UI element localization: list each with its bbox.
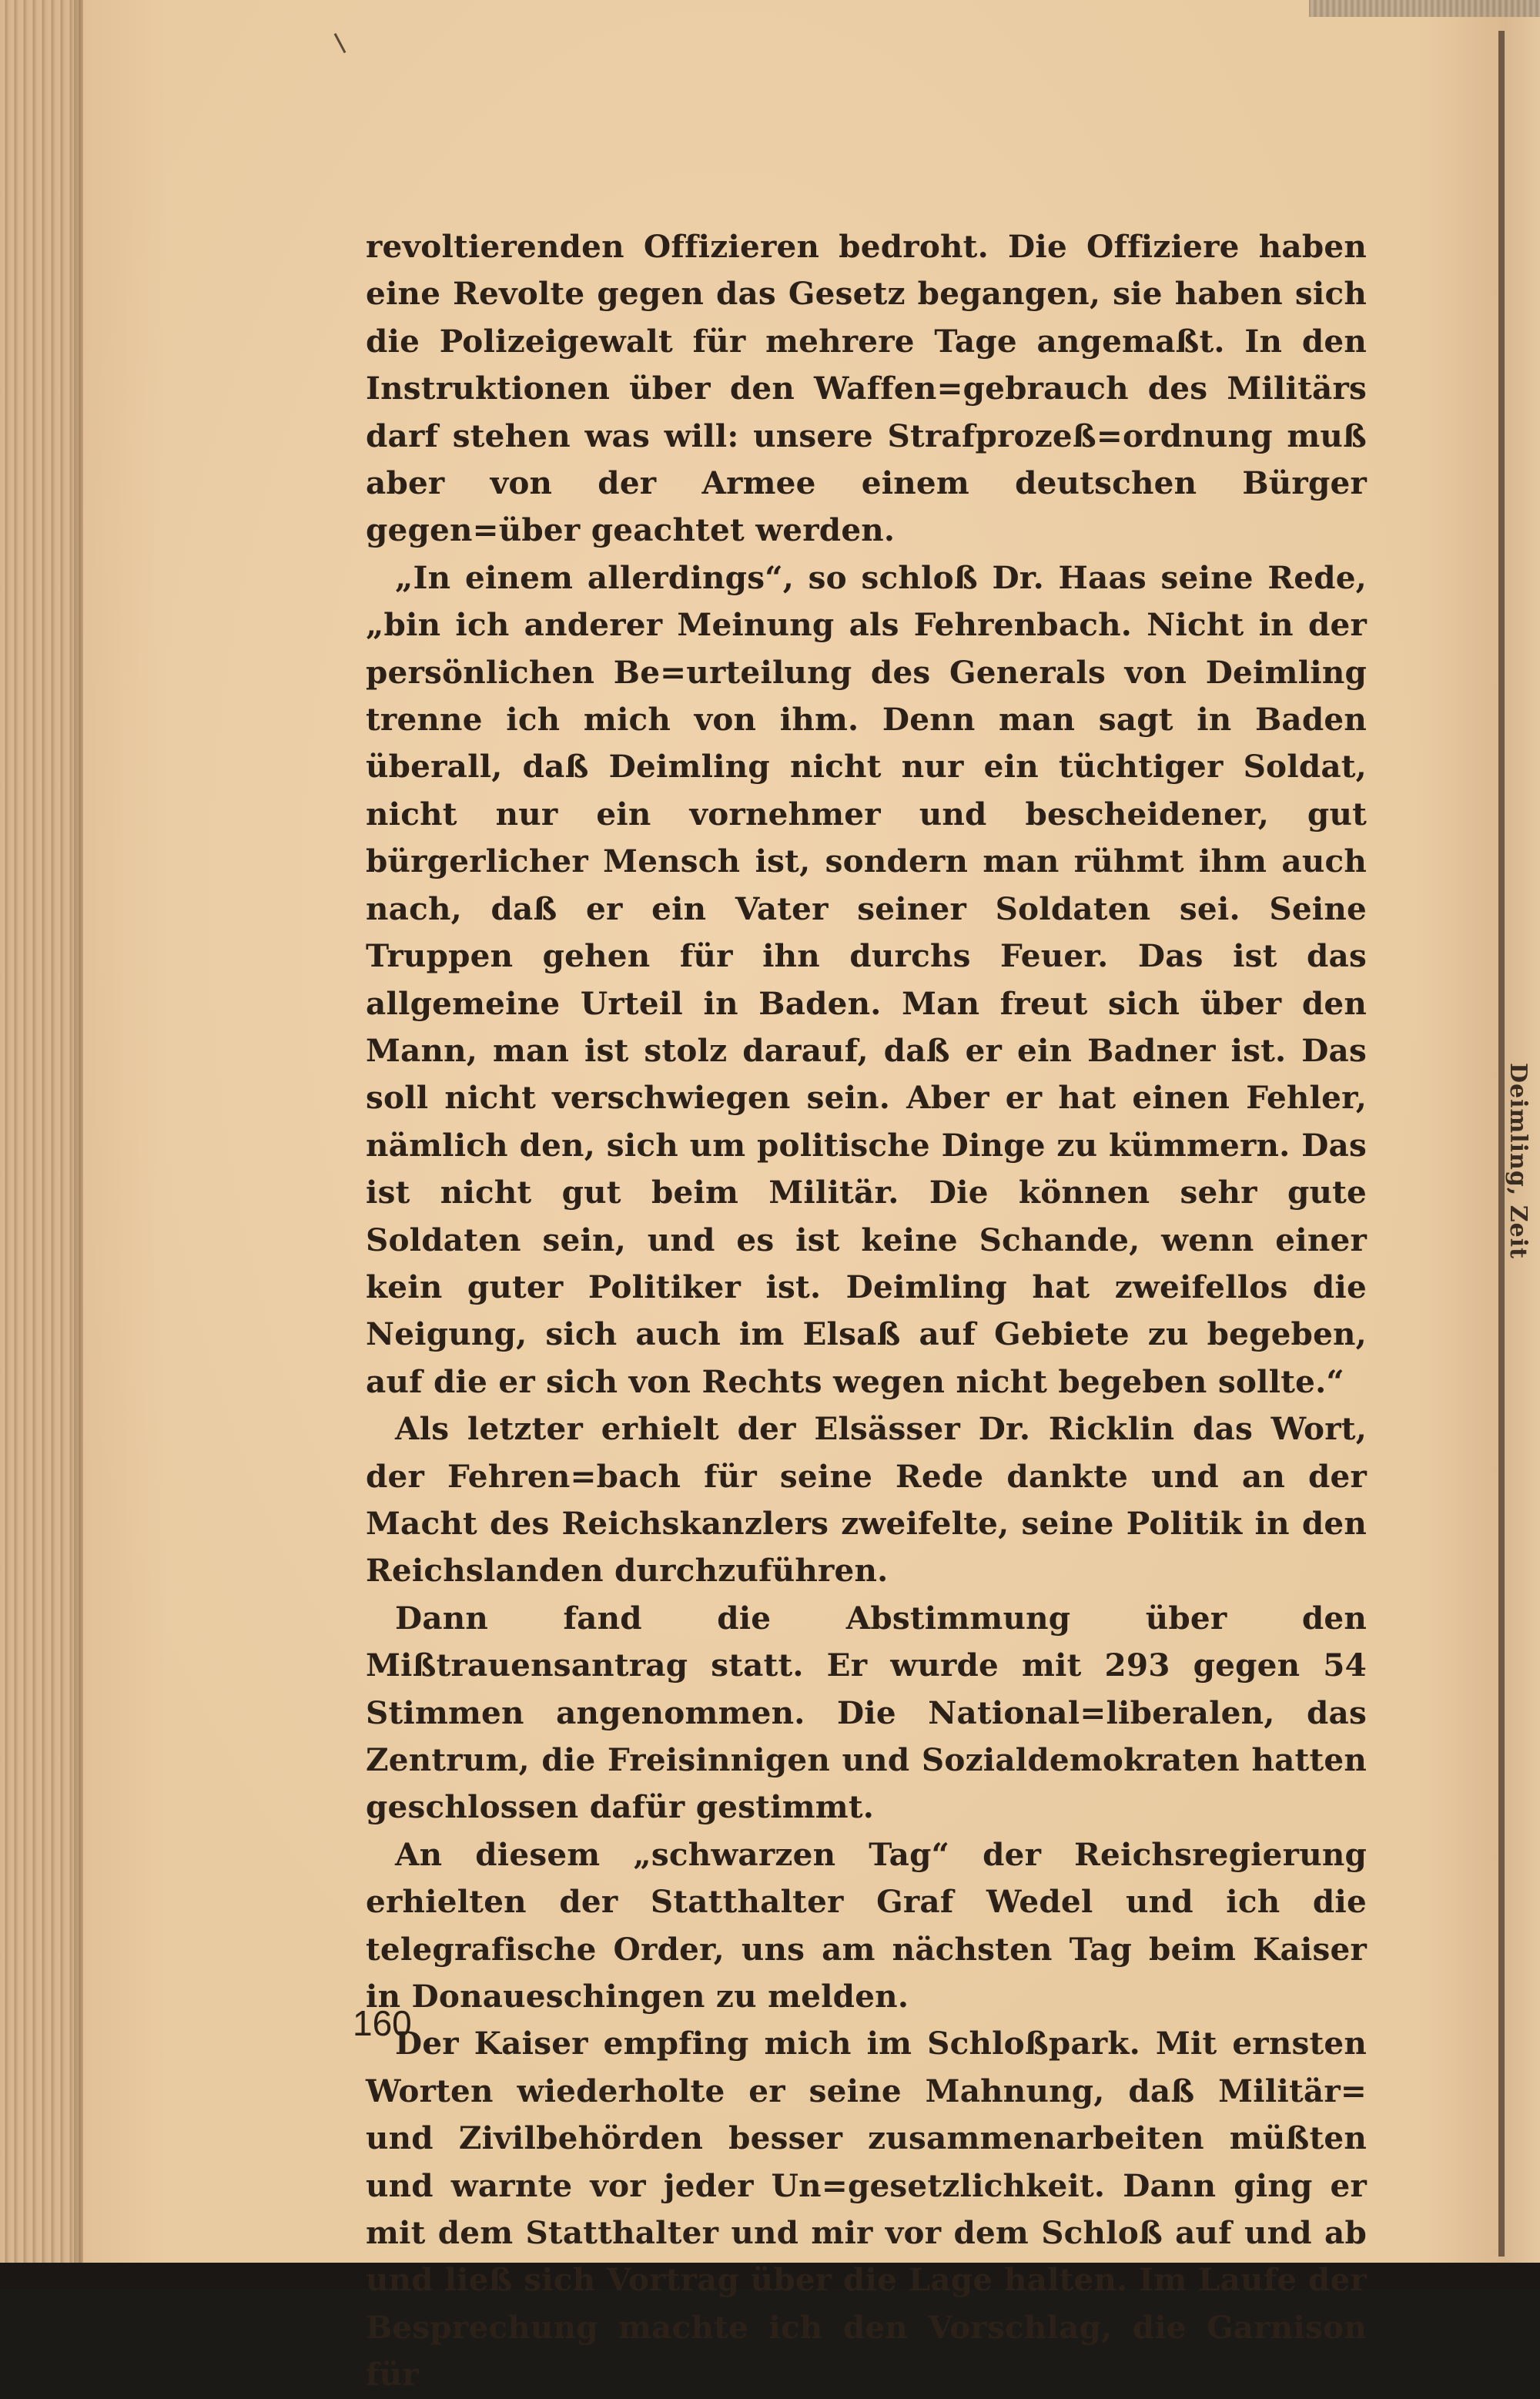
paragraph: An diesem „schwarzen Tag“ der Reichsregierung erhielten der Statthalter Graf Wedel und ich die telegrafische Order, uns am nächsten Tag beim Kaiser in Donaueschingen zu melden.: [366, 1835, 1367, 2015]
paragraph: Der Kaiser empfing mich im Schloßpark. Mit ernsten Worten wiederholte er seine Mahnung, daß Militär= und Zivilbehörden besser zusammenarbeiten müßten und warnte vor jeder Un=gesetzlichkeit. Dann ging er mit dem Statthalter und mir vor dem Schloß auf und ab und ließ sich Vortrag über die Lage halten. Im Laufe der Besprechung machte ich den Vorschlag, die Garnison für: [366, 2025, 1367, 2394]
paragraph: Dann fand die Abstimmung über den Mißtrauensantrag statt. Er wurde mit 293 gegen 54 Stimmen angenommen. Die National=liberalen, das Zentrum, die Freisinnigen und Sozialdemokraten hatten geschlossen dafür gestimmt.: [366, 1599, 1367, 1826]
paragraph: Als letzter erhielt der Elsässer Dr. Ricklin das Wort, der Fehren=bach für seine Rede dankte und an der Macht des Reichskanzlers zweifelte, seine Politik in den Reichslanden durchzuführen.: [366, 1410, 1367, 1590]
page-stack-edges: [0, 0, 85, 2264]
paragraph: revoltierenden Offizieren bedroht. Die Offiziere haben eine Revolte gegen das Gesetz begangen, sie haben sich die Polizeigewalt für mehrere Tage angemaßt. In den Instruktionen über den Waffen=gebrauch des Militärs darf stehen was will: unsere Strafprozeß=ordnung muß aber von der Armee einem deutschen Bürger gegen=über geachtet werden.: [366, 228, 1367, 549]
marginal-note-text: Deimling, Zeit: [1505, 1063, 1532, 1259]
paragraph: „In einem allerdings“, so schloß Dr. Haas seine Rede, „bin ich anderer Meinung als Fehrenbach. Nicht in der persönlichen Be=urteilung des Generals von Deimling trenne ich mich von ihm. Denn man sagt in Baden überall, daß Deimling nicht nur ein tüchtiger Soldat, nicht nur ein vornehmer und bescheidener, gut bürgerlicher Mensch ist, sondern man rühmt ihm auch nach, daß er ein Vater seiner Soldaten sei. Seine Truppen gehen für ihn durchs Feuer. Das ist das allgemeine Urteil in Baden. Man freut sich über den Mann, man ist stolz darauf, daß er ein Badner ist. Das soll nicht verschwiegen sein. Aber er hat einen Fehler, nämlich den, sich um politische Dinge zu kümmern. Das ist nicht gut beim Militär. Die können sehr gute Soldaten sein, und es ist keine Schande, wenn einer kein guter Politiker ist. Deimling hat zweifellos die Neigung, sich auch im Elsaß auf Gebiete zu begeben, auf die er sich von Rechts wegen nicht begeben sollte.“: [366, 558, 1367, 1400]
binding-stitch: [1309, 0, 1540, 17]
marginal-note: [1500, 1063, 1537, 1386]
body-text: [366, 223, 1367, 2399]
page-number: 160: [353, 2003, 412, 2043]
